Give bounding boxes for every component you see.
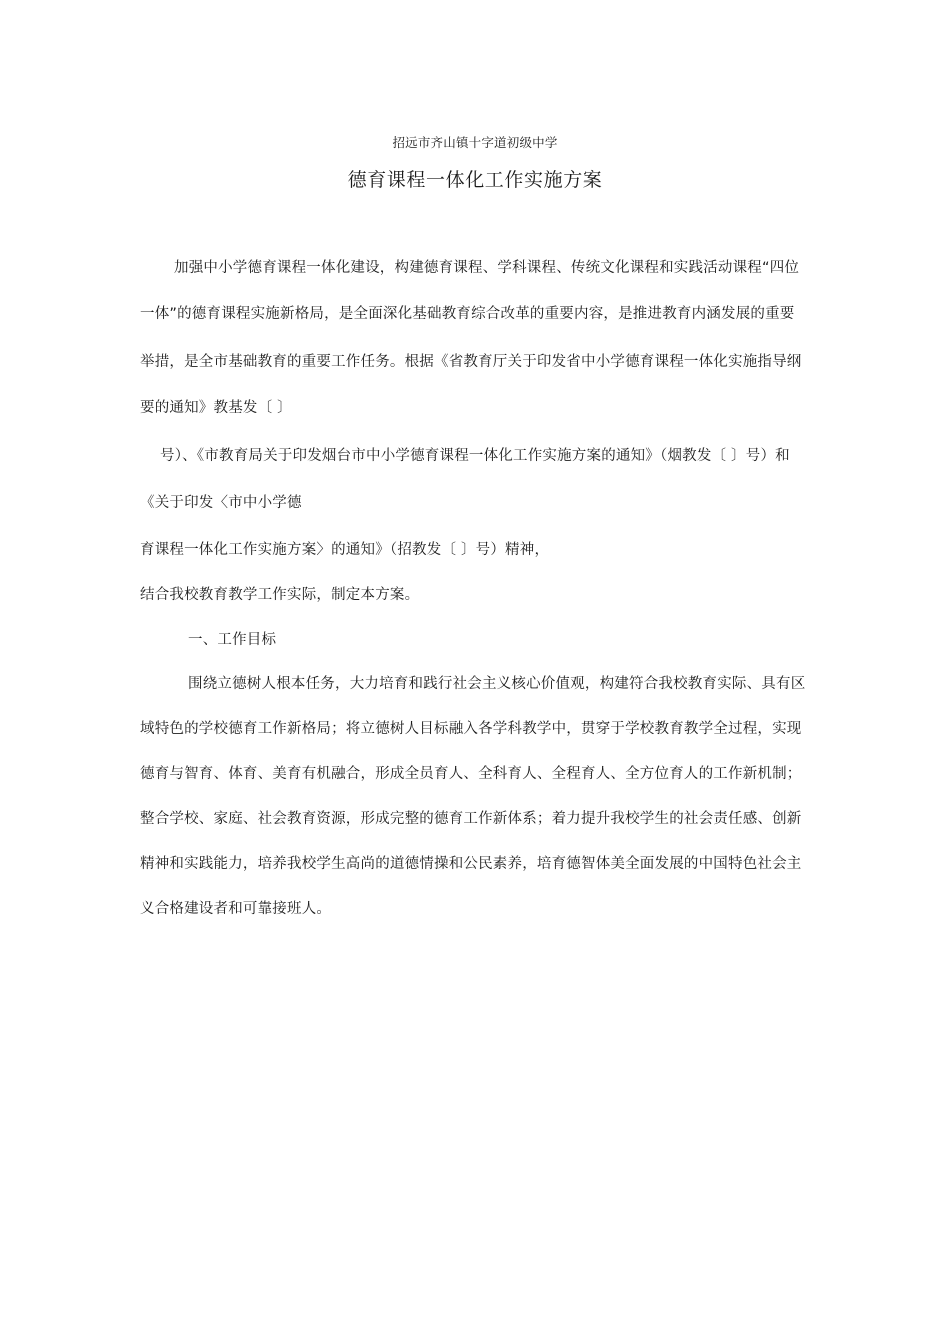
goals-line-1: 围绕立德树人根本任务，大力培育和践行社会主义核心价值观，构建符合我校教育实际、具有区 <box>188 676 806 692</box>
goals-line-3: 德育与智育、体育、美育有机融合，形成全员育人、全科育人、全程育人、全方位育人的工作新机制； <box>140 766 802 782</box>
intro-line-7: 育课程一体化工作实施方案〉的通知》（招教发〔 〕号）精神， <box>140 542 550 558</box>
document-title: 德育课程一体化工作实施方案 <box>347 169 603 191</box>
intro-line-4: 要的通知》教基发〔 〕 <box>140 400 292 416</box>
intro-line-5: 号）、《市教育局关于印发烟台市中小学德育课程一体化工作实施方案的通知》（烟教发〔 〕号）和 <box>160 448 790 464</box>
intro-line-2: 一体”的德育课程实施新格局，是全面深化基础教育综合改革的重要内容，是推进教育内涵发展的重要 <box>140 306 795 322</box>
intro-line-1: 加强中小学德育课程一体化建设，构建德育课程、学科课程、传统文化课程和实践活动课程“四位 <box>174 260 800 276</box>
intro-line-6: 《关于印发〈市中小学德 <box>140 495 302 511</box>
intro-line-3: 举措，是全市基础教育的重要工作任务。根据《省教育厅关于印发省中小学德育课程一体化实施指导纲 <box>140 354 802 370</box>
school-name: 招远市齐山镇十字道初级中学 <box>392 135 558 150</box>
intro-line-8: 结合我校教育教学工作实际，制定本方案。 <box>140 587 420 603</box>
goals-line-4: 整合学校、家庭、社会教育资源，形成完整的德育工作新体系；着力提升我校学生的社会责任感、创新 <box>140 811 802 827</box>
goals-line-6: 义合格建设者和可靠接班人。 <box>140 901 332 917</box>
goals-line-5: 精神和实践能力，培养我校学生高尚的道德情操和公民素养，培育德智体美全面发展的中国特色社会主 <box>140 856 802 872</box>
section-heading-goals: 一、工作目标 <box>188 632 277 648</box>
goals-line-2: 域特色的学校德育工作新格局；将立德树人目标融入各学科教学中，贯穿于学校教育教学全过程，实现 <box>140 721 802 737</box>
